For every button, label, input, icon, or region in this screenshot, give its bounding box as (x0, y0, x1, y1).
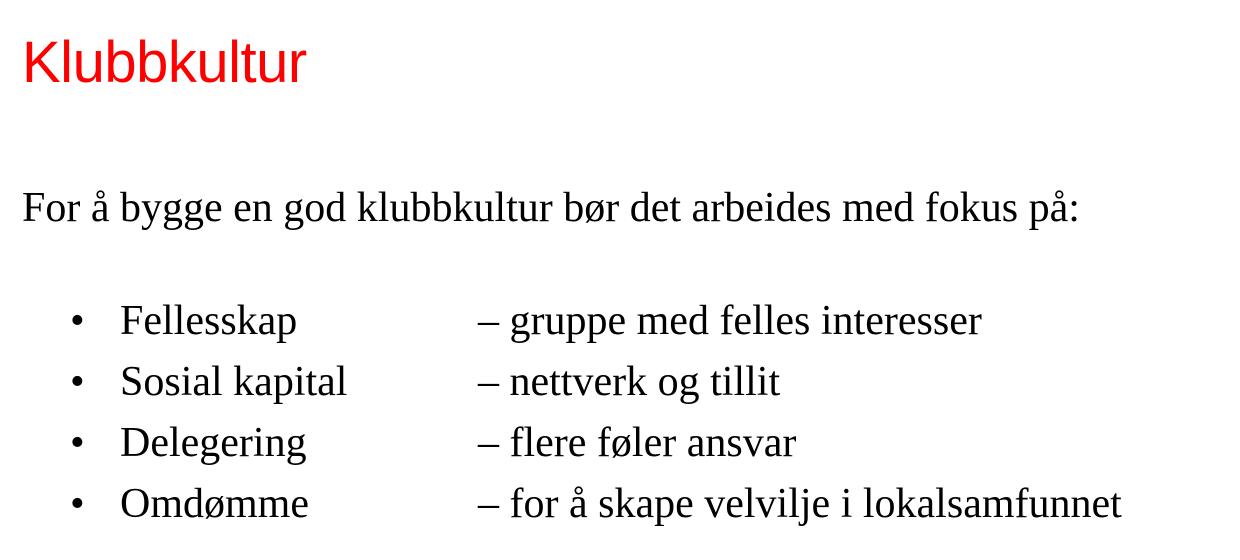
item-term: Fellesskap (120, 298, 298, 344)
item-description: – for å skape velvilje i lokalsamfunnet (478, 481, 1122, 527)
item-description: – gruppe med felles interesser (478, 298, 982, 344)
item-term: Sosial kapital (120, 359, 348, 405)
bullet-icon: • (70, 481, 85, 527)
item-term: Delegering (120, 420, 307, 466)
item-term: Omdømme (120, 481, 309, 527)
bullet-icon: • (70, 359, 85, 405)
bullet-icon: • (70, 420, 85, 466)
slide-title: Klubbkultur (22, 30, 307, 95)
intro-text: For å bygge en god klubbkultur bør det arbeides med fokus på: (22, 185, 1080, 231)
item-description: – nettverk og tillit (478, 359, 781, 405)
bullet-icon: • (70, 298, 85, 344)
item-description: – flere føler ansvar (478, 420, 797, 466)
